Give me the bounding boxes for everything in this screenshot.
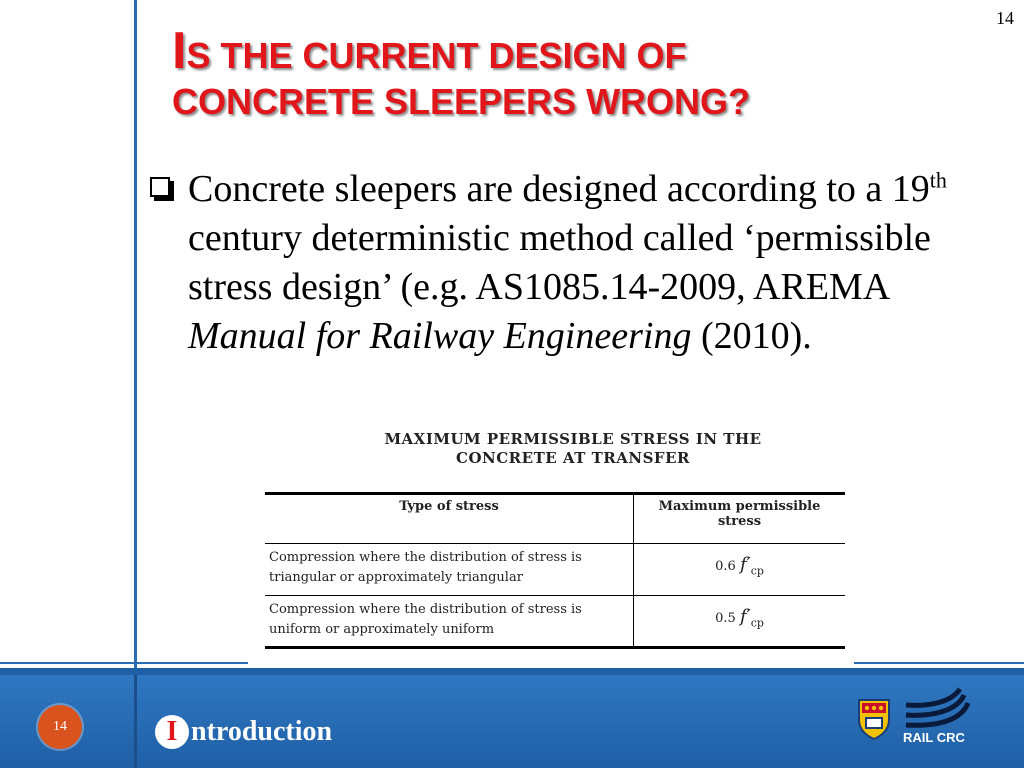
row-1-symbol-sub: cp [750,564,764,578]
row-2-symbol-sub: cp [750,616,764,630]
row-2-symbol [739,606,764,630]
row-1-symbol [739,554,764,578]
bullet-text-part-1: Concrete sleepers are designed according to a 19 [188,168,930,210]
header-type-of-stress: Type of stress [265,494,634,544]
table-row [265,544,845,596]
table-caption-line-2: CONCRETE AT TRANSFER [456,449,690,467]
footer-divider [134,675,137,768]
title-line-1-text: S THE CURRENT DESIGN OF [186,35,687,76]
university-crest-icon [857,698,891,740]
bullet-text-part-3: (2010). [691,315,812,357]
section-label-text: ntroduction [191,716,333,747]
row-2-symbol-f: f′ [739,606,751,627]
title-line-2: CONCRETE SLEEPERS WRONG? [172,81,751,122]
section-initial-badge: I [155,715,189,749]
stress-table [265,492,845,649]
rail-crc-label: RAIL CRC [903,730,965,745]
slide-number-badge: 14 [38,705,82,749]
header-max-permissible-stress: Maximum permissible stress [658,499,821,529]
footer-bar [0,675,1024,768]
bullet-italic-title: Manual for Railway Engineering [188,315,692,357]
stress-table-figure [248,418,854,664]
table-header-row [265,494,845,544]
bullet-point [150,165,1010,361]
table-row [265,596,845,648]
slide-title [172,22,992,125]
title-initial: I [172,22,187,80]
row-1-type: Compression where the distribution of stress is triangular or approximately triangular [265,544,634,596]
square-bullet-icon [150,177,170,197]
row-1-value [634,544,846,596]
footer-top-band [0,668,1024,675]
row-2-value [634,596,846,648]
bullet-text-part-2: century deterministic method called ‘permissible stress design’ (e.g. AS1085.14-2009, AREMA [188,217,931,308]
title-line-1 [172,22,992,80]
row-1-symbol-f: f′ [739,554,751,575]
row-2-type: Compression where the distribution of stress is uniform or approximately uniform [265,596,634,648]
row-1-coef: 0.6 [715,559,736,574]
table-caption-line-1: MAXIMUM PERMISSIBLE STRESS IN THE [384,430,762,448]
vertical-divider [134,0,137,768]
row-2-coef: 0.5 [715,611,736,626]
bullet-superscript: th [929,167,947,193]
section-label [155,715,332,749]
page-number: 14 [996,8,1014,28]
table-caption [248,430,898,468]
